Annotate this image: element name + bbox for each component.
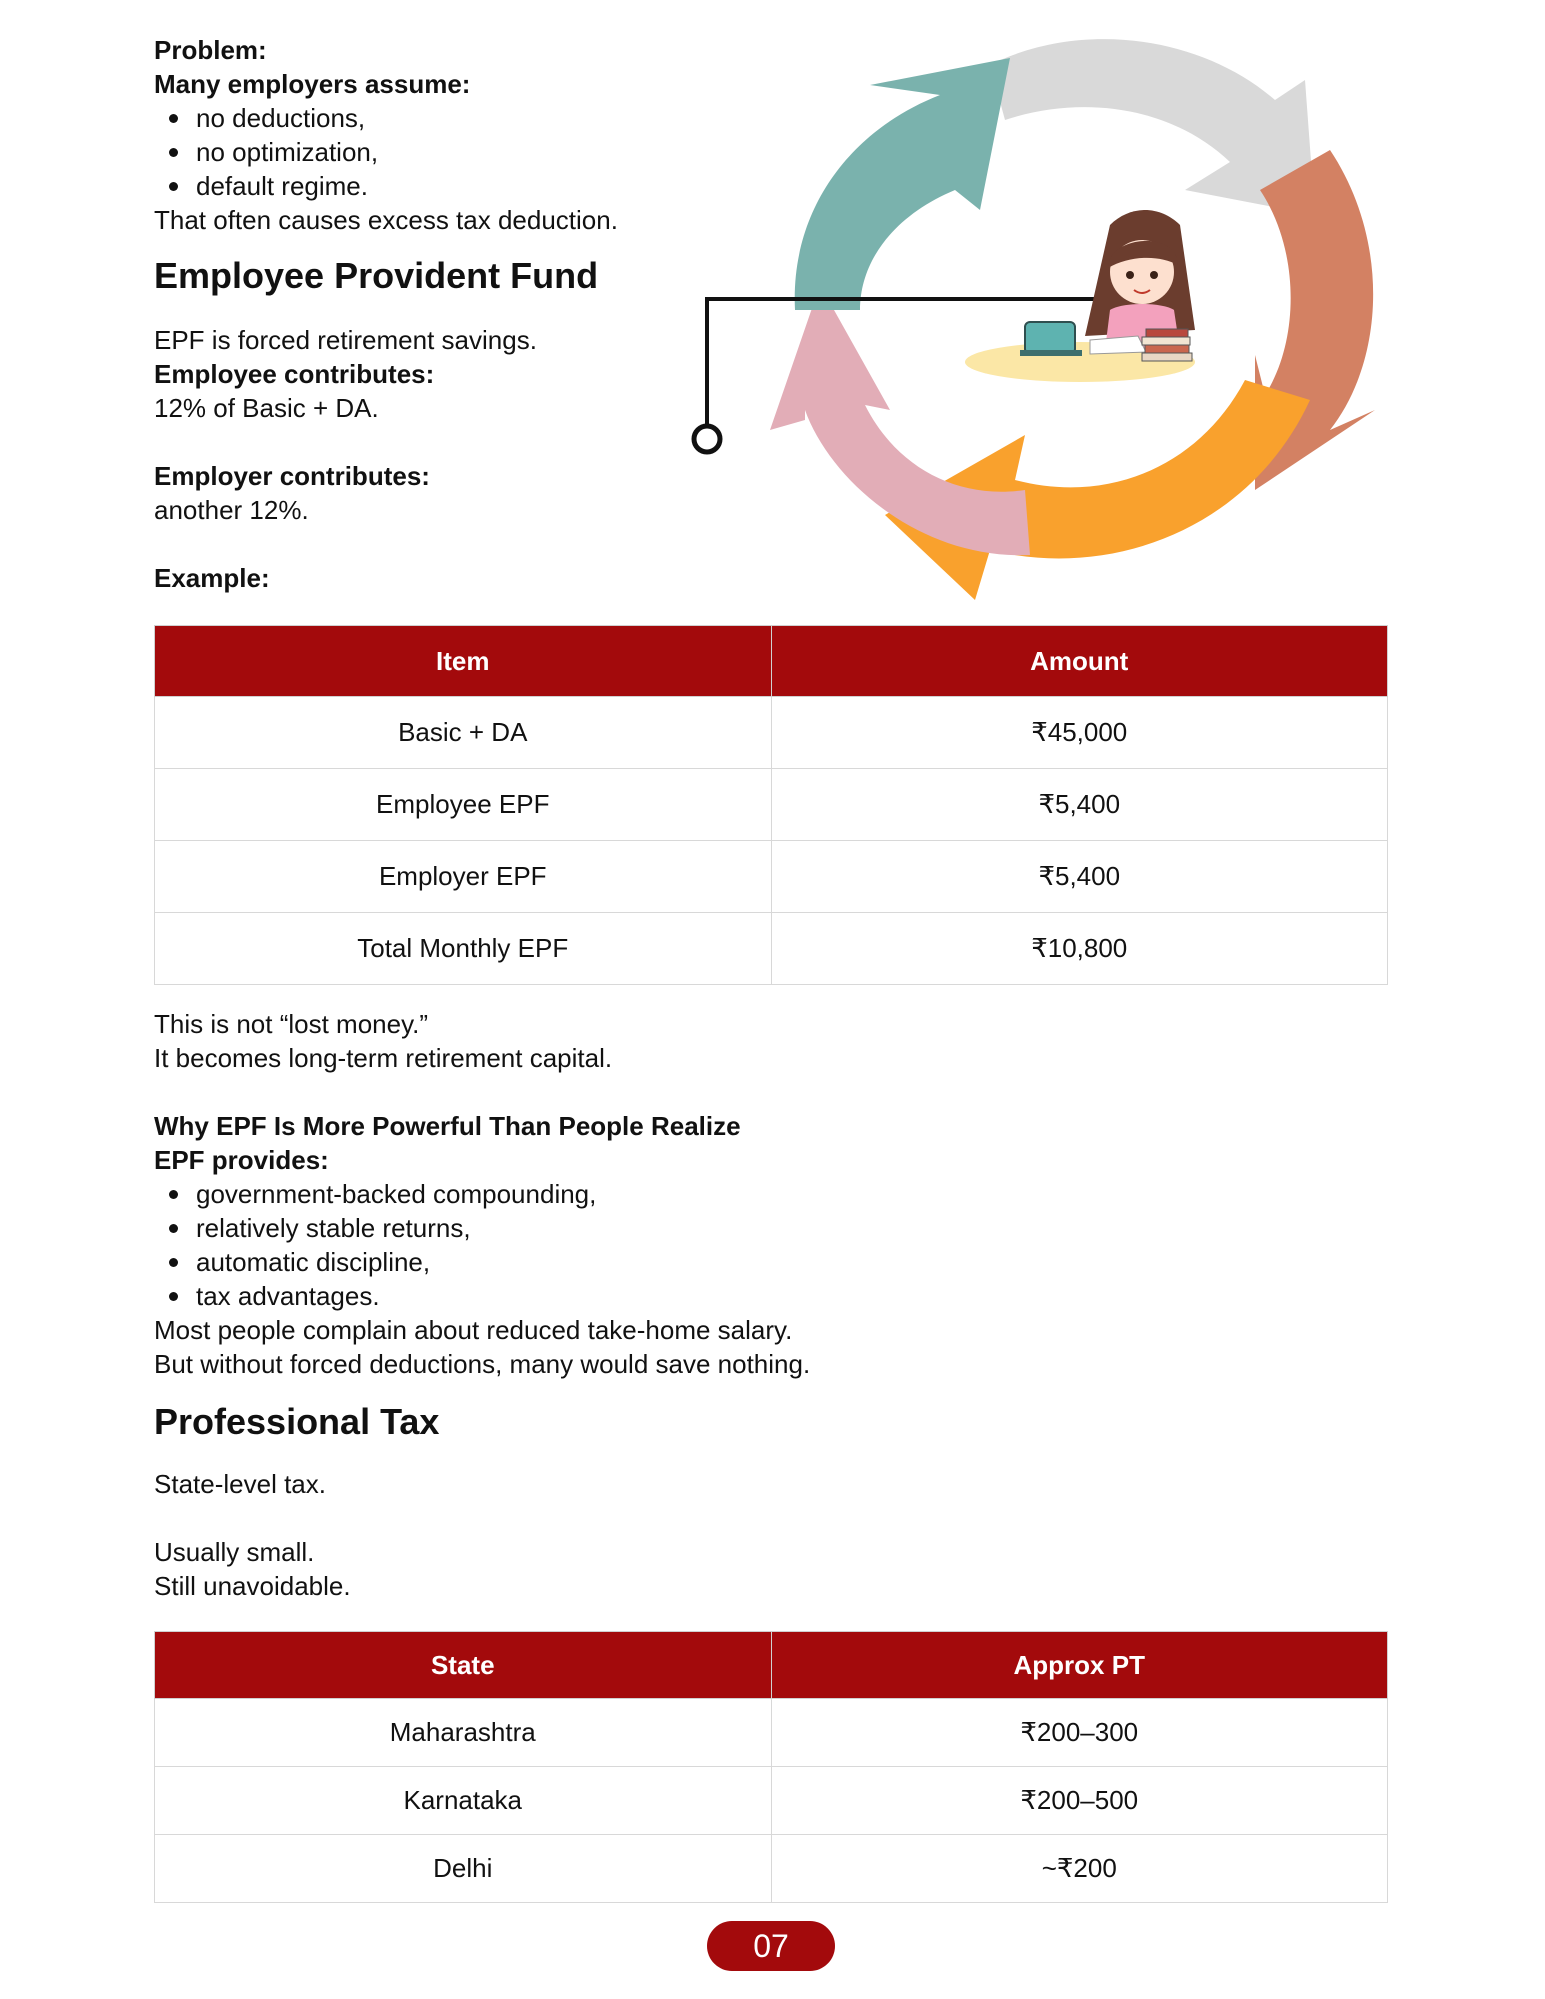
problem-label: Problem: (154, 35, 267, 65)
table-row (155, 841, 1388, 913)
why-epf-heading: Why EPF Is More Powerful Than People Realize (154, 1111, 741, 1141)
employer-contrib-value: another 12%. (154, 495, 309, 525)
epf-provides-label: EPF provides: (154, 1145, 329, 1175)
column-header-state: State (155, 1632, 772, 1699)
pt-line-1: State-level tax. (154, 1469, 326, 1499)
student-studying-icon (965, 210, 1195, 382)
column-header-amount: Amount (771, 626, 1388, 697)
table-header-row (155, 626, 1388, 697)
epf-closing-1: Most people complain about reduced take-home salary. (154, 1315, 793, 1345)
professional-tax-table (154, 1631, 1388, 1903)
example-label: Example: (154, 563, 270, 593)
table-row (155, 1767, 1388, 1835)
table-cell: ~₹200 (771, 1835, 1388, 1903)
circular-arrows-cycle-icon (770, 39, 1375, 600)
table-row (155, 1699, 1388, 1767)
column-header-approx-pt: Approx PT (771, 1632, 1388, 1699)
table-cell: ₹10,800 (771, 913, 1388, 985)
list-item: tax advantages. (154, 1279, 596, 1313)
page-number-badge: 07 (707, 1921, 835, 1971)
table-cell: Delhi (155, 1835, 772, 1903)
list-item: automatic discipline, (154, 1245, 596, 1279)
consequence-text: That often causes excess tax deduction. (154, 205, 618, 235)
epf-benefit-list (154, 1177, 596, 1313)
epf-example-table (154, 625, 1388, 985)
epf-heading: Employee Provident Fund (154, 255, 599, 296)
table-cell: Total Monthly EPF (155, 913, 772, 985)
assumption-label: Many employers assume: (154, 69, 471, 99)
epf-note-2: It becomes long-term retirement capital. (154, 1043, 613, 1073)
table-cell: ₹200–500 (771, 1767, 1388, 1835)
employer-contrib-label: Employer contributes: (154, 461, 430, 491)
list-item: no deductions, (154, 101, 378, 135)
professional-tax-heading: Professional Tax (154, 1401, 440, 1442)
list-item: default regime. (154, 169, 378, 203)
assumption-list (154, 101, 378, 203)
pt-line-3: Still unavoidable. (154, 1571, 351, 1601)
table-cell: Employee EPF (155, 769, 772, 841)
table-row (155, 769, 1388, 841)
table-cell: Employer EPF (155, 841, 772, 913)
table-cell: ₹200–300 (771, 1699, 1388, 1767)
table-row (155, 913, 1388, 985)
epf-closing-2: But without forced deductions, many would save nothing. (154, 1349, 811, 1379)
cycle-illustration (690, 10, 1410, 610)
employee-contrib-label: Employee contributes: (154, 359, 435, 389)
table-cell: Karnataka (155, 1767, 772, 1835)
epf-note-1: This is not “lost money.” (154, 1009, 429, 1039)
list-item: no optimization, (154, 135, 378, 169)
table-row (155, 1835, 1388, 1903)
list-item: government-backed compounding, (154, 1177, 596, 1211)
table-row (155, 697, 1388, 769)
table-header-row (155, 1632, 1388, 1699)
table-cell: ₹45,000 (771, 697, 1388, 769)
table-cell: Basic + DA (155, 697, 772, 769)
column-header-item: Item (155, 626, 772, 697)
table-cell: ₹5,400 (771, 841, 1388, 913)
table-cell: ₹5,400 (771, 769, 1388, 841)
table-cell: Maharashtra (155, 1699, 772, 1767)
pt-line-2: Usually small. (154, 1537, 315, 1567)
list-item: relatively stable returns, (154, 1211, 596, 1245)
epf-definition: EPF is forced retirement savings. (154, 325, 537, 355)
employee-contrib-value: 12% of Basic + DA. (154, 393, 379, 423)
